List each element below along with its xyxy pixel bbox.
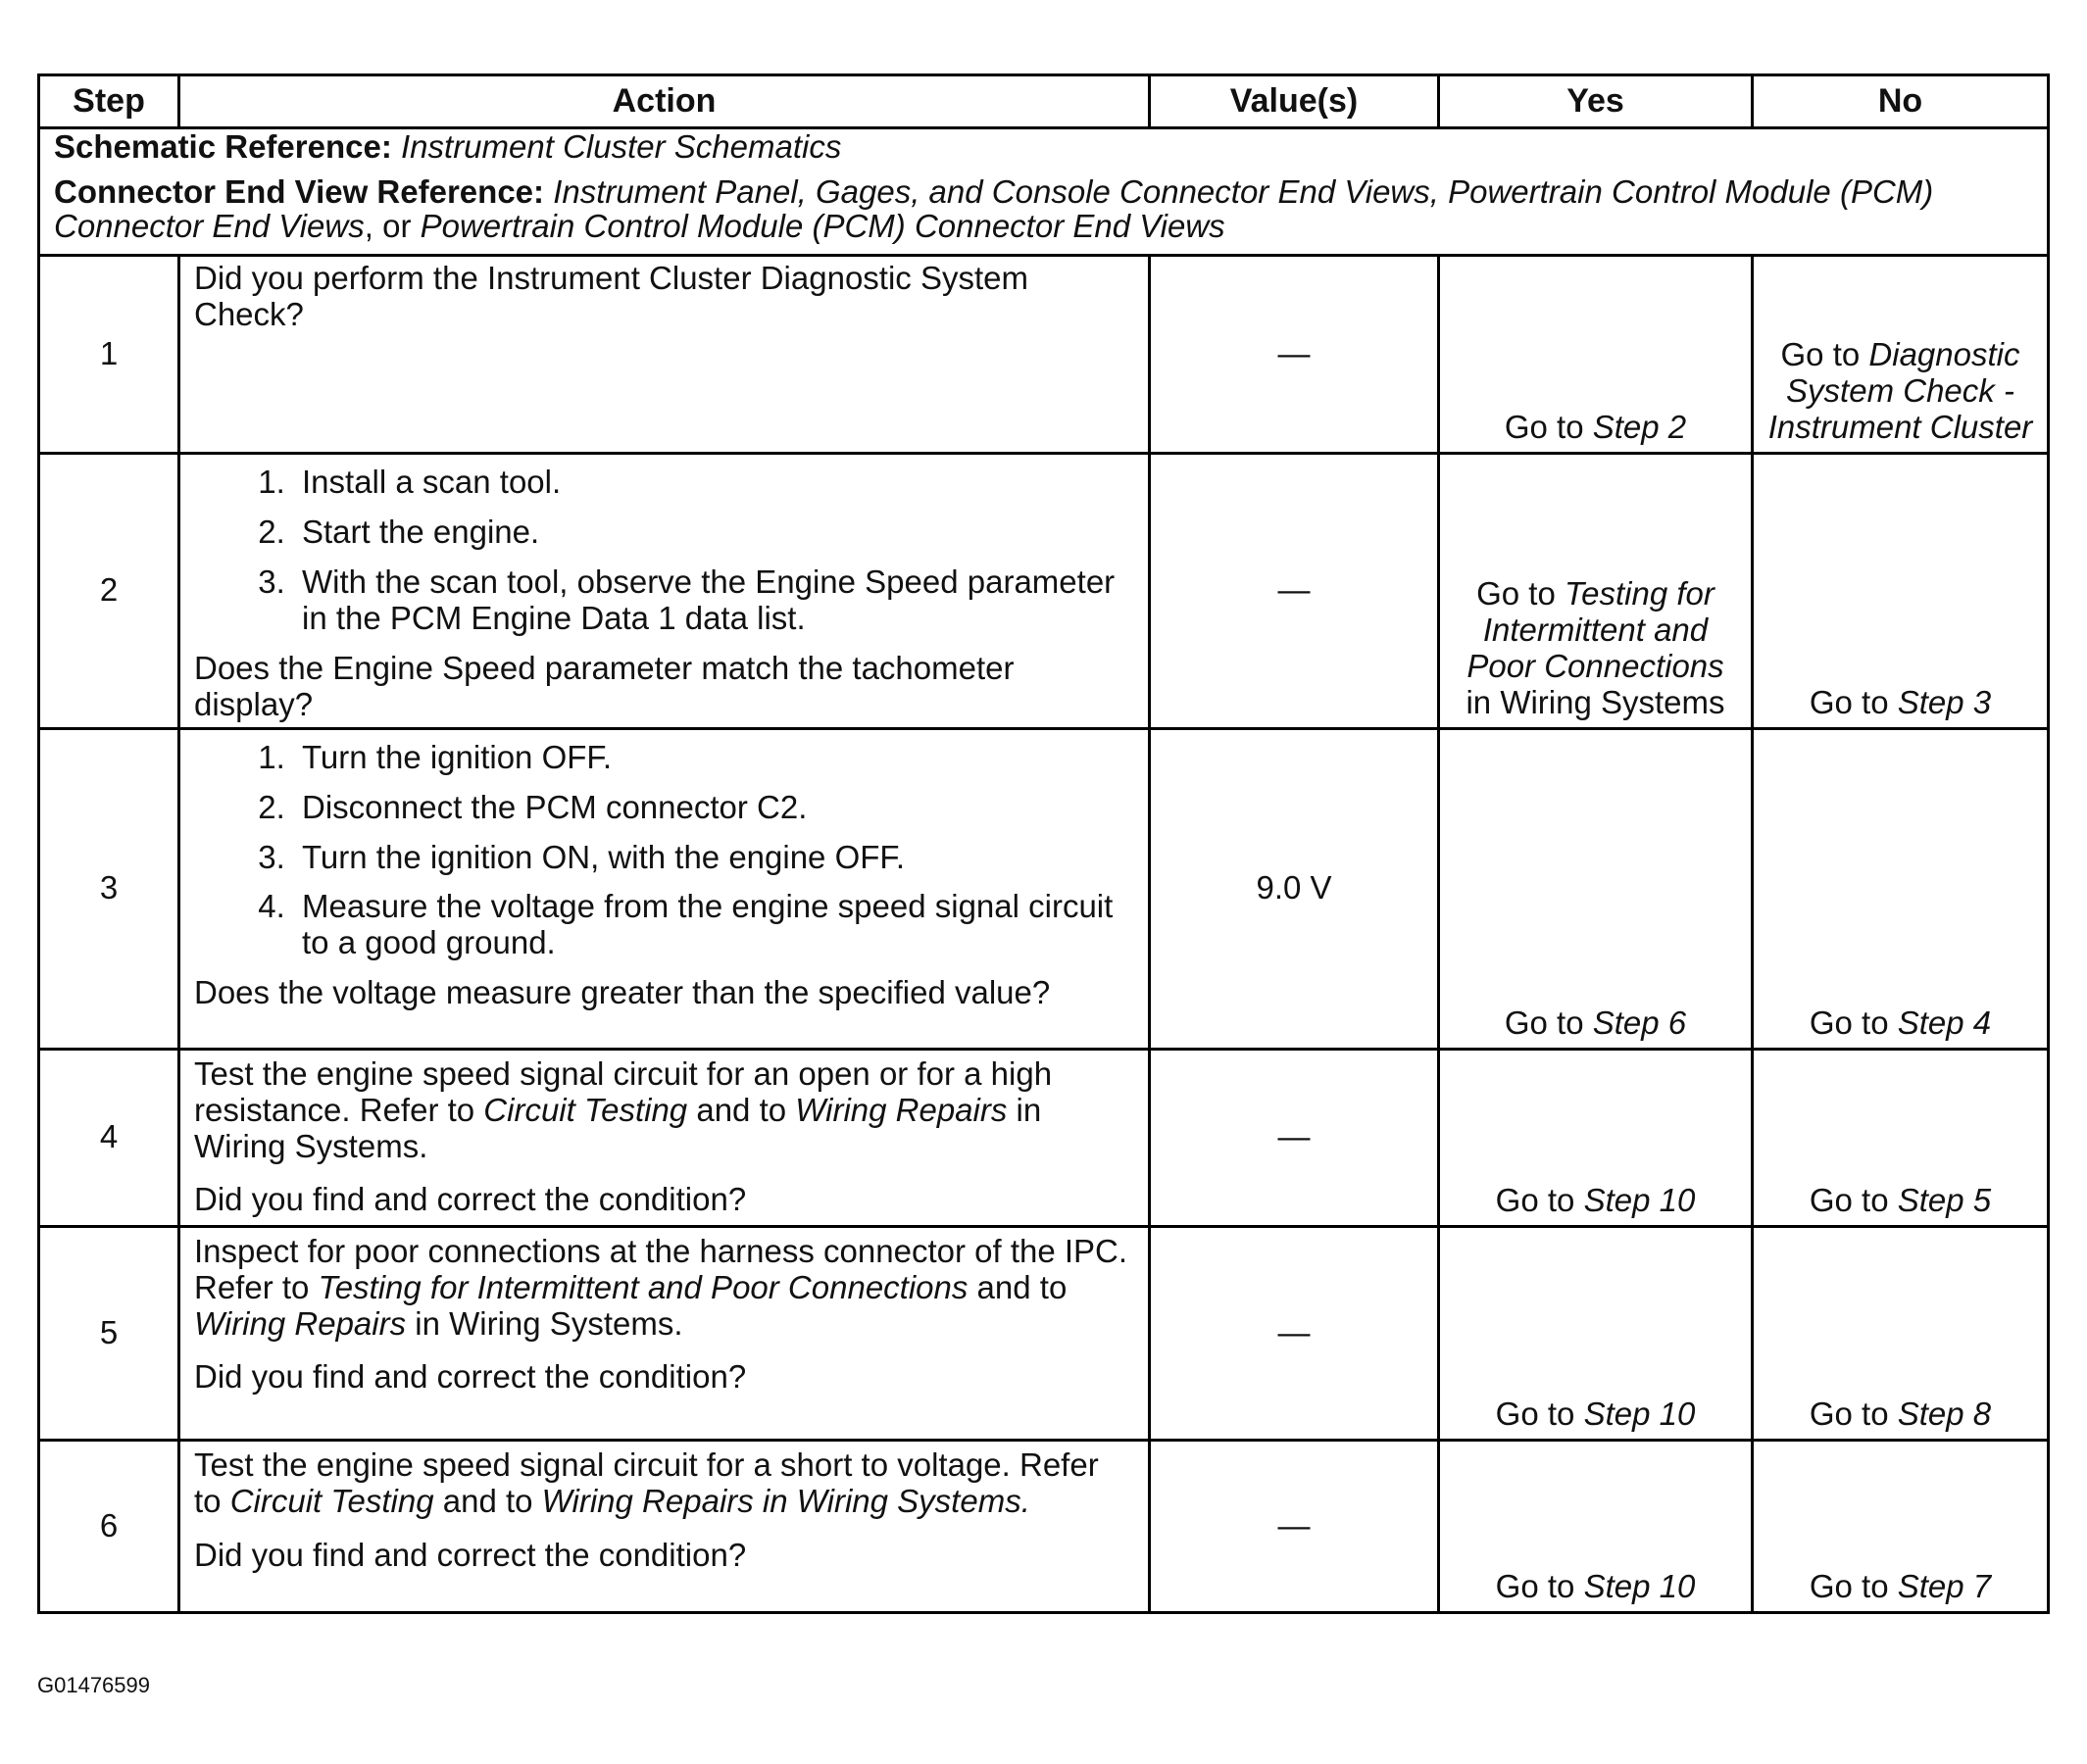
- wiring-repairs-link[interactable]: Wiring Repairs: [795, 1091, 1008, 1128]
- connector-or: , or: [364, 208, 421, 245]
- no-prefix: Go to: [1809, 1567, 1898, 1604]
- yes-prefix: Go to: [1476, 574, 1565, 612]
- connector-label: Connector End View Reference:: [54, 172, 545, 210]
- yes-link[interactable]: Step 6: [1592, 1004, 1687, 1041]
- value-cell: —: [1150, 1049, 1439, 1226]
- action-text: [194, 1447, 1134, 1520]
- no-cell: [1753, 255, 2049, 453]
- yes-link[interactable]: Step 10: [1583, 1395, 1696, 1432]
- no-link[interactable]: Step 3: [1897, 683, 1992, 720]
- figure-id: G01476599: [37, 1673, 150, 1697]
- action-text: [194, 1056, 1134, 1165]
- step-number: 2: [39, 453, 179, 728]
- wiring-repairs-link[interactable]: Wiring Repairs: [194, 1304, 407, 1342]
- action-text-part: in Wiring Systems.: [406, 1304, 683, 1342]
- no-link[interactable]: Step 5: [1897, 1181, 1992, 1218]
- header-yes: Yes: [1439, 75, 1753, 128]
- action-text: Did you perform the Instrument Cluster Diagnostic System Check?: [194, 259, 1028, 332]
- action-item: 3. Turn the ignition ON, with the engine OFF.: [294, 840, 1134, 876]
- action-item: 1. Install a scan tool.: [294, 465, 1134, 501]
- no-prefix: Go to: [1809, 683, 1898, 720]
- no-cell: [1753, 453, 2049, 728]
- action-item: 3. With the scan tool, observe the Engine Speed parameter in the PCM Engine Data 1 data list.: [294, 564, 1134, 637]
- yes-cell: [1439, 1049, 1753, 1226]
- no-cell: [1753, 1440, 2049, 1612]
- action-text-part: and to: [968, 1268, 1068, 1305]
- action-question: Does the voltage measure greater than the specified value?: [194, 974, 1051, 1011]
- action-question: Does the Engine Speed parameter match the tachometer display?: [194, 649, 1015, 722]
- connector-link-2[interactable]: Powertrain Control Module (PCM) Connector End Views: [420, 208, 1225, 245]
- yes-cell: [1439, 1226, 1753, 1440]
- value-cell: 9.0 V: [1150, 728, 1439, 1049]
- step-number: 6: [39, 1440, 179, 1612]
- no-cell: [1753, 1049, 2049, 1226]
- yes-link[interactable]: Step 2: [1592, 408, 1687, 445]
- no-link[interactable]: Step 7: [1897, 1567, 1992, 1604]
- yes-link[interactable]: Testing for Intermittent and Poor Connections: [1466, 574, 1724, 684]
- yes-prefix: Go to: [1504, 408, 1593, 445]
- action-cell: [179, 453, 1150, 728]
- action-question: Did you find and correct the condition?: [194, 1181, 747, 1218]
- yes-prefix: Go to: [1495, 1181, 1584, 1218]
- action-cell: [179, 728, 1150, 1049]
- yes-link[interactable]: Step 10: [1583, 1181, 1696, 1218]
- action-item: 2. Disconnect the PCM connector C2.: [294, 790, 1134, 826]
- action-question: Did you find and correct the condition?: [194, 1358, 747, 1396]
- circuit-testing-link[interactable]: Circuit Testing: [483, 1091, 688, 1128]
- wiring-repairs-link[interactable]: Wiring Repairs in Wiring Systems.: [541, 1482, 1030, 1519]
- action-cell: [179, 1049, 1150, 1226]
- no-prefix: Go to: [1780, 336, 1869, 373]
- yes-cell: [1439, 453, 1753, 728]
- step-row: [39, 1226, 2049, 1440]
- action-item: 1. Turn the ignition OFF.: [294, 740, 1134, 776]
- step-number: 1: [39, 255, 179, 453]
- connector-reference: [54, 174, 2033, 244]
- header-values: Value(s): [1150, 75, 1439, 128]
- yes-cell: [1439, 728, 1753, 1049]
- step-row: [39, 728, 2049, 1049]
- action-text-part: in Wiring Systems.: [194, 1091, 1042, 1164]
- action-text-part: Test the engine speed signal circuit for an open or for a high resistance. Refer to: [194, 1054, 1053, 1128]
- step-number: 3: [39, 728, 179, 1049]
- yes-cell: [1439, 1440, 1753, 1612]
- yes-prefix: Go to: [1504, 1004, 1593, 1041]
- schematic-label: Schematic Reference:: [54, 128, 392, 165]
- reference-row: [39, 128, 2049, 256]
- no-prefix: Go to: [1809, 1181, 1898, 1218]
- no-link[interactable]: Step 8: [1897, 1395, 1992, 1432]
- action-cell: [179, 255, 1150, 453]
- no-cell: [1753, 728, 2049, 1049]
- step-row: [39, 255, 2049, 453]
- action-text-part: and to: [687, 1091, 796, 1128]
- action-item: 4. Measure the voltage from the engine speed signal circuit to a good ground.: [294, 889, 1134, 961]
- yes-suffix: in Wiring Systems: [1466, 683, 1725, 720]
- yes-prefix: Go to: [1495, 1567, 1584, 1604]
- step-row: [39, 453, 2049, 728]
- action-text-part: Test the engine speed signal circuit for a short to voltage. Refer to: [194, 1446, 1099, 1519]
- header-row: [39, 75, 2049, 128]
- step-number: 5: [39, 1226, 179, 1440]
- no-cell: [1753, 1226, 2049, 1440]
- schematic-reference: [54, 129, 2033, 165]
- circuit-testing-link[interactable]: Circuit Testing: [229, 1482, 434, 1519]
- no-prefix: Go to: [1809, 1395, 1898, 1432]
- no-link[interactable]: Step 4: [1897, 1004, 1992, 1041]
- yes-cell: [1439, 255, 1753, 453]
- value-cell: —: [1150, 255, 1439, 453]
- no-link[interactable]: Diagnostic System Check - Instrument Cluster: [1767, 336, 2033, 445]
- action-question: Did you find and correct the condition?: [194, 1536, 747, 1573]
- testing-intermittent-link[interactable]: Testing for Intermittent and Poor Connections: [318, 1268, 969, 1305]
- value-cell: —: [1150, 453, 1439, 728]
- action-text-part: Inspect for poor connections at the harness connector of the IPC. Refer to: [194, 1232, 1128, 1305]
- action-cell: [179, 1440, 1150, 1612]
- diagnostic-table: [37, 74, 2050, 1614]
- yes-link[interactable]: Step 10: [1583, 1567, 1696, 1604]
- diagnostic-table-container: [37, 74, 2047, 1614]
- no-prefix: Go to: [1809, 1004, 1898, 1041]
- reference-cell: [39, 128, 2049, 256]
- value-cell: —: [1150, 1226, 1439, 1440]
- action-cell: [179, 1226, 1150, 1440]
- step-number: 4: [39, 1049, 179, 1226]
- header-action: Action: [179, 75, 1150, 128]
- action-text-part: and to: [433, 1482, 542, 1519]
- yes-prefix: Go to: [1495, 1395, 1584, 1432]
- action-list: [194, 465, 1134, 637]
- header-step: Step: [39, 75, 179, 128]
- header-no: No: [1753, 75, 2049, 128]
- action-text: [194, 1234, 1134, 1343]
- step-row: [39, 1440, 2049, 1612]
- value-cell: —: [1150, 1440, 1439, 1612]
- step-row: [39, 1049, 2049, 1226]
- action-item: 2. Start the engine.: [294, 514, 1134, 551]
- schematic-link[interactable]: Instrument Cluster Schematics: [401, 128, 842, 165]
- action-list: [194, 740, 1134, 962]
- connector-link-1[interactable]: Instrument Panel, Gages, and Console Connector End Views, Powertrain Control Module (PCM) Connector End Views: [54, 172, 1934, 245]
